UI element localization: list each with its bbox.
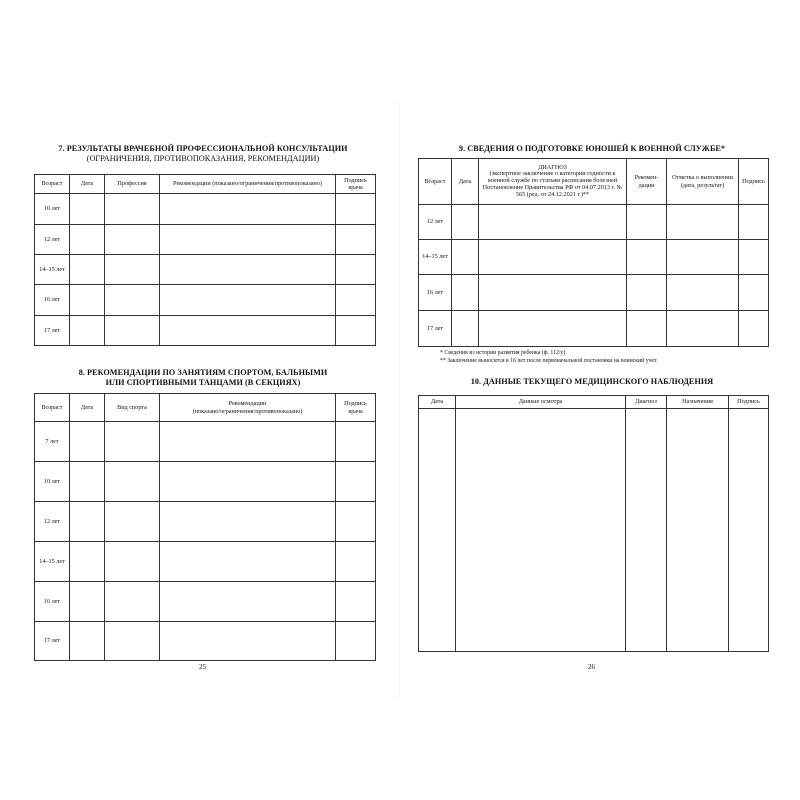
- col-signature: Подпись: [739, 159, 769, 205]
- col-recommendations: [160, 394, 336, 422]
- profession-cell[interactable]: [105, 285, 160, 316]
- footnote-2: ** Заключение выносится в 16 лет после первоначальной постановки на воинский учет.: [440, 358, 658, 364]
- age-cell: 16 лет: [35, 582, 70, 622]
- recommendations-cell[interactable]: [160, 316, 336, 346]
- signature-cell[interactable]: [336, 542, 376, 582]
- age-cell: 14–15 лет: [35, 255, 70, 285]
- age-cell: 12 лет: [35, 502, 70, 542]
- age-cell: 12 лет: [419, 205, 452, 240]
- recommendations-cell[interactable]: [160, 502, 336, 542]
- table-row: [419, 275, 769, 311]
- col-date: Дата: [419, 396, 456, 409]
- age-cell: 16 лет: [35, 285, 70, 316]
- section-7-title: [30, 144, 376, 164]
- table-row: [35, 502, 376, 542]
- sport-cell[interactable]: [105, 542, 160, 582]
- signature-cell[interactable]: [739, 275, 769, 311]
- signature-cell[interactable]: [729, 409, 769, 652]
- date-cell[interactable]: [452, 205, 479, 240]
- age-cell: 14–15 лет: [35, 542, 70, 582]
- signature-cell[interactable]: [336, 422, 376, 462]
- diagnosis-cell[interactable]: [479, 205, 627, 240]
- profession-cell[interactable]: [105, 255, 160, 285]
- signature-cell[interactable]: [336, 255, 376, 285]
- age-cell: 17 лет: [419, 311, 452, 347]
- age-cell: 7 лет: [35, 422, 70, 462]
- date-cell[interactable]: [70, 462, 105, 502]
- table-row: [419, 409, 769, 652]
- table-row: [35, 194, 376, 225]
- sport-cell[interactable]: [105, 462, 160, 502]
- col-recommendations-line1: Рекомендации: [228, 400, 267, 408]
- section-9-table: [418, 158, 769, 347]
- signature-cell[interactable]: [336, 225, 376, 255]
- prescriptions-cell[interactable]: [667, 409, 729, 652]
- exam-data-cell[interactable]: [456, 409, 626, 652]
- table-row: [35, 462, 376, 502]
- date-cell[interactable]: [70, 255, 105, 285]
- signature-cell[interactable]: [336, 462, 376, 502]
- recommendations-cell[interactable]: [627, 275, 667, 311]
- section-8-heading-line1: 8. РЕКОМЕНДАЦИИ ПО ЗАНЯТИЯМ СПОРТОМ, БАЛЬНЫМИ: [78, 368, 328, 377]
- table-row: [35, 542, 376, 582]
- table-row: [35, 225, 376, 255]
- recommendations-cell[interactable]: [160, 622, 336, 661]
- date-cell[interactable]: [452, 311, 479, 347]
- col-recommendations: Рекомендации (показано/ограничения/противопоказано): [160, 175, 336, 194]
- age-cell: 17 лет: [35, 622, 70, 661]
- col-prescriptions: Назначения: [667, 396, 729, 409]
- table-header-row: [35, 175, 376, 194]
- page-number: 25: [199, 663, 206, 671]
- col-age: Возраст: [35, 394, 70, 422]
- date-cell[interactable]: [70, 542, 105, 582]
- date-cell[interactable]: [419, 409, 456, 652]
- col-age: Возраст: [419, 159, 452, 205]
- section-8-title: [30, 368, 376, 388]
- col-date: Дата: [70, 175, 105, 194]
- date-cell[interactable]: [452, 240, 479, 275]
- col-signature: Подпись врача: [336, 394, 376, 422]
- age-cell: 16 лет: [419, 275, 452, 311]
- col-exam-data: Данные осмотра: [456, 396, 626, 409]
- table-row: [419, 311, 769, 347]
- col-signature: Подпись: [729, 396, 769, 409]
- section-8-table: [34, 393, 376, 661]
- date-cell[interactable]: [70, 285, 105, 316]
- col-age: Возраст: [35, 175, 70, 194]
- col-date: Дата: [70, 394, 105, 422]
- date-cell[interactable]: [70, 422, 105, 462]
- date-cell[interactable]: [452, 275, 479, 311]
- table-row: [419, 240, 769, 275]
- page-number: 26: [588, 663, 595, 671]
- age-cell: 10 лет: [35, 194, 70, 225]
- sport-cell[interactable]: [105, 502, 160, 542]
- recommendations-cell[interactable]: [160, 542, 336, 582]
- right-page: [400, 0, 800, 800]
- recommendations-cell[interactable]: [627, 311, 667, 347]
- profession-cell[interactable]: [105, 225, 160, 255]
- recommendations-cell[interactable]: [160, 285, 336, 316]
- recommendations-cell[interactable]: [160, 582, 336, 622]
- date-cell[interactable]: [70, 194, 105, 225]
- table-row: [35, 622, 376, 661]
- table-row: [35, 285, 376, 316]
- col-profession: Профессия: [105, 175, 160, 194]
- table-row: [419, 205, 769, 240]
- section-9-title: 9. СВЕДЕНИЯ О ПОДГОТОВКЕ ЮНОШЕЙ К ВОЕННОЙ СЛУЖБЕ*: [458, 144, 726, 153]
- col-diagnosis-note: (экспертное заключение о категории годности к военной службе по статьям расписания болезней Постановление Правительства РФ от 04.07.2013 г. № 565 (ред. от 24.12.2021 г.)**: [482, 170, 623, 198]
- signature-cell[interactable]: [336, 316, 376, 346]
- table-row: [35, 582, 376, 622]
- recommendations-cell[interactable]: [627, 205, 667, 240]
- col-date: Дата: [452, 159, 479, 205]
- signature-cell[interactable]: [739, 205, 769, 240]
- col-diagnosis-title: ДИАГНОЗ: [538, 163, 567, 171]
- table-header-row: [419, 396, 769, 409]
- section-7-table: [34, 174, 376, 346]
- table-header-row: [419, 159, 769, 205]
- signature-cell[interactable]: [739, 240, 769, 275]
- section-8-heading-line2: ИЛИ СПОРТИВНЫМИ ТАНЦАМИ (В СЕКЦИЯХ): [105, 378, 301, 387]
- signature-cell[interactable]: [336, 285, 376, 316]
- age-cell: 14–15 лет: [419, 240, 452, 275]
- section-7-heading: 7. РЕЗУЛЬТАТЫ ВРАЧЕБНОЙ ПРОФЕССИОНАЛЬНОЙ КОНСУЛЬТАЦИИ: [58, 144, 348, 153]
- col-completion-mark: Отметка о выполнении (дата, результат): [667, 159, 739, 205]
- signature-cell[interactable]: [336, 582, 376, 622]
- completion-mark-cell[interactable]: [667, 240, 739, 275]
- col-recommendations-line2: (показано/ограничения/противопоказано): [192, 407, 303, 415]
- section-10-table: [418, 395, 769, 652]
- completion-mark-cell[interactable]: [667, 311, 739, 347]
- completion-mark-cell[interactable]: [667, 275, 739, 311]
- col-diagnosis: Диагноз: [626, 396, 667, 409]
- table-header-row: [35, 394, 376, 422]
- date-cell[interactable]: [70, 502, 105, 542]
- recommendations-cell[interactable]: [627, 240, 667, 275]
- signature-cell[interactable]: [336, 502, 376, 542]
- signature-cell[interactable]: [739, 311, 769, 347]
- recommendations-cell[interactable]: [160, 462, 336, 502]
- section-7-subtitle: (ОГРАНИЧЕНИЯ, ПРОТИВОПОКАЗАНИЯ, РЕКОМЕНДАЦИИ): [86, 154, 320, 163]
- age-cell: 17 лет: [35, 316, 70, 346]
- sport-cell[interactable]: [105, 622, 160, 661]
- section-10-title: 10. ДАННЫЕ ТЕКУЩЕГО МЕДИЦИНСКОГО НАБЛЮДЕНИЯ: [470, 377, 714, 386]
- table-row: [35, 316, 376, 346]
- footnote-1: * Сведения из истории развития ребенка (ф. 112/у).: [440, 350, 567, 356]
- profession-cell[interactable]: [105, 194, 160, 225]
- age-cell: 12 лет: [35, 225, 70, 255]
- diagnosis-cell[interactable]: [479, 275, 627, 311]
- date-cell[interactable]: [70, 622, 105, 661]
- sport-cell[interactable]: [105, 422, 160, 462]
- col-diagnosis: [479, 159, 627, 205]
- profession-cell[interactable]: [105, 316, 160, 346]
- date-cell[interactable]: [70, 582, 105, 622]
- signature-cell[interactable]: [336, 622, 376, 661]
- sport-cell[interactable]: [105, 582, 160, 622]
- diagnosis-cell[interactable]: [626, 409, 667, 652]
- date-cell[interactable]: [70, 225, 105, 255]
- table-row: [35, 255, 376, 285]
- diagnosis-cell[interactable]: [479, 311, 627, 347]
- signature-cell[interactable]: [336, 194, 376, 225]
- recommendations-cell[interactable]: [160, 255, 336, 285]
- recommendations-cell[interactable]: [160, 194, 336, 225]
- completion-mark-cell[interactable]: [667, 205, 739, 240]
- date-cell[interactable]: [70, 316, 105, 346]
- col-sport: Вид спорта: [105, 394, 160, 422]
- recommendations-cell[interactable]: [160, 422, 336, 462]
- table-row: [35, 422, 376, 462]
- col-signature: Подпись врача: [336, 175, 376, 194]
- recommendations-cell[interactable]: [160, 225, 336, 255]
- diagnosis-cell[interactable]: [479, 240, 627, 275]
- age-cell: 10 лет: [35, 462, 70, 502]
- col-recommendations: Рекомен-дации: [627, 159, 667, 205]
